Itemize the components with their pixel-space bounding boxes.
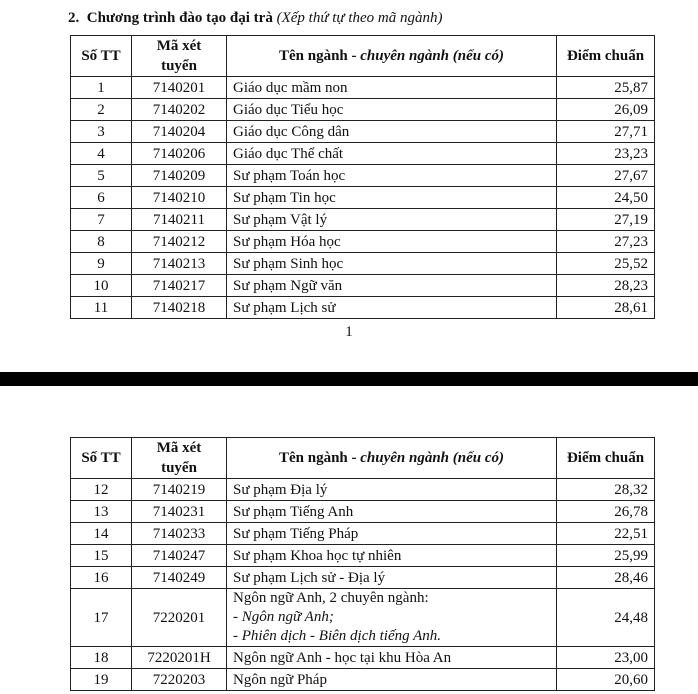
row-stt: 8 [71,231,132,253]
row-score: 28,32 [557,479,655,501]
row-major: Giáo dục Công dân [227,121,557,143]
header-stt: Số TT [71,36,132,77]
table-row [71,545,655,567]
row-stt: 2 [71,99,132,121]
table-header-row [71,438,655,479]
row-score: 27,71 [557,121,655,143]
table-row [71,253,655,275]
row-stt: 3 [71,121,132,143]
row-stt: 13 [71,501,132,523]
row-score: 25,52 [557,253,655,275]
row-major: Sư phạm Sinh học [227,253,557,275]
table-row [71,589,655,647]
table-row [71,523,655,545]
row-score: 24,48 [557,589,655,647]
row-score: 25,87 [557,77,655,99]
header-stt: Số TT [71,438,132,479]
row-code: 7140233 [132,523,227,545]
row-code: 7220201H [132,647,227,669]
header-code: Mã xét tuyển [132,438,227,479]
section-number: 2. [68,10,80,26]
row-major: Giáo dục Thể chất [227,143,557,165]
header-major: Tên ngành - chuyên ngành (nếu có) [227,36,557,77]
row-stt: 16 [71,567,132,589]
row-score: 22,51 [557,523,655,545]
table-row [71,647,655,669]
row-score: 20,60 [557,669,655,691]
row-code: 7140217 [132,275,227,297]
row-major: Ngôn ngữ Pháp [227,669,557,691]
document-page-2 [0,386,698,694]
row-code: 7140212 [132,231,227,253]
row-code: 7140219 [132,479,227,501]
row-major: Sư phạm Địa lý [227,479,557,501]
section-subtitle: (Xếp thứ tự theo mã ngành) [276,10,443,26]
table-row [71,479,655,501]
row-major: Sư phạm Toán học [227,165,557,187]
row-stt: 17 [71,589,132,647]
row-code: 7140204 [132,121,227,143]
header-code: Mã xét tuyển [132,36,227,77]
row-stt: 18 [71,647,132,669]
row-stt: 14 [71,523,132,545]
sub-major: - Phiên dịch - Biên dịch tiếng Anh. [233,628,442,644]
row-code: 7140218 [132,297,227,319]
header-major: Tên ngành - chuyên ngành (nếu có) [227,438,557,479]
table-row [71,297,655,319]
header-score: Điểm chuẩn [557,438,655,479]
header-score: Điểm chuẩn [557,36,655,77]
row-stt: 1 [71,77,132,99]
row-score: 27,19 [557,209,655,231]
row-stt: 9 [71,253,132,275]
row-code: 7140213 [132,253,227,275]
row-major: Ngôn ngữ Anh - học tại khu Hòa An [227,647,557,669]
row-score: 28,61 [557,297,655,319]
admission-table-2 [70,437,655,691]
section-heading [68,10,443,27]
row-major: Sư phạm Lịch sử - Địa lý [227,567,557,589]
row-stt: 19 [71,669,132,691]
row-stt: 5 [71,165,132,187]
table-row [71,275,655,297]
row-score: 27,23 [557,231,655,253]
row-major: Giáo dục Tiểu học [227,99,557,121]
row-code: 7140231 [132,501,227,523]
row-code: 7140210 [132,187,227,209]
table-row [71,121,655,143]
row-major: Sư phạm Lịch sử [227,297,557,319]
row-score: 28,46 [557,567,655,589]
table-row [71,187,655,209]
row-major: Sư phạm Ngữ văn [227,275,557,297]
row-score: 24,50 [557,187,655,209]
page-number: 1 [345,324,353,340]
row-major: Sư phạm Tin học [227,187,557,209]
row-code: 7220203 [132,669,227,691]
row-code: 7140202 [132,99,227,121]
row-stt: 4 [71,143,132,165]
row-major: Sư phạm Tiếng Anh [227,501,557,523]
table-header-row [71,36,655,77]
row-code: 7140209 [132,165,227,187]
row-score: 26,09 [557,99,655,121]
row-stt: 11 [71,297,132,319]
table-row [71,501,655,523]
page-separator [0,372,698,386]
row-code: 7220201 [132,589,227,647]
table-row [71,77,655,99]
row-code: 7140211 [132,209,227,231]
row-stt: 12 [71,479,132,501]
row-major: Sư phạm Tiếng Pháp [227,523,557,545]
table-row [71,143,655,165]
row-code: 7140201 [132,77,227,99]
sub-major: - Ngôn ngữ Anh; [233,609,334,625]
major-name: Ngôn ngữ Anh, 2 chuyên ngành: [233,590,429,606]
row-score: 23,00 [557,647,655,669]
row-stt: 10 [71,275,132,297]
table-row [71,209,655,231]
row-code: 7140249 [132,567,227,589]
row-score: 25,99 [557,545,655,567]
row-major: Sư phạm Vật lý [227,209,557,231]
row-score: 27,67 [557,165,655,187]
row-stt: 6 [71,187,132,209]
table-row [71,567,655,589]
row-stt: 7 [71,209,132,231]
section-title: Chương trình đào tạo đại trà [86,10,273,26]
table-row [71,99,655,121]
table-row [71,669,655,691]
row-major: Sư phạm Hóa học [227,231,557,253]
row-score: 26,78 [557,501,655,523]
row-code: 7140206 [132,143,227,165]
table-row [71,231,655,253]
row-score: 23,23 [557,143,655,165]
row-stt: 15 [71,545,132,567]
row-score: 28,23 [557,275,655,297]
row-major: Giáo dục mầm non [227,77,557,99]
table-row [71,165,655,187]
admission-table-1 [70,35,655,319]
row-major [227,589,557,647]
row-code: 7140247 [132,545,227,567]
row-major: Sư phạm Khoa học tự nhiên [227,545,557,567]
